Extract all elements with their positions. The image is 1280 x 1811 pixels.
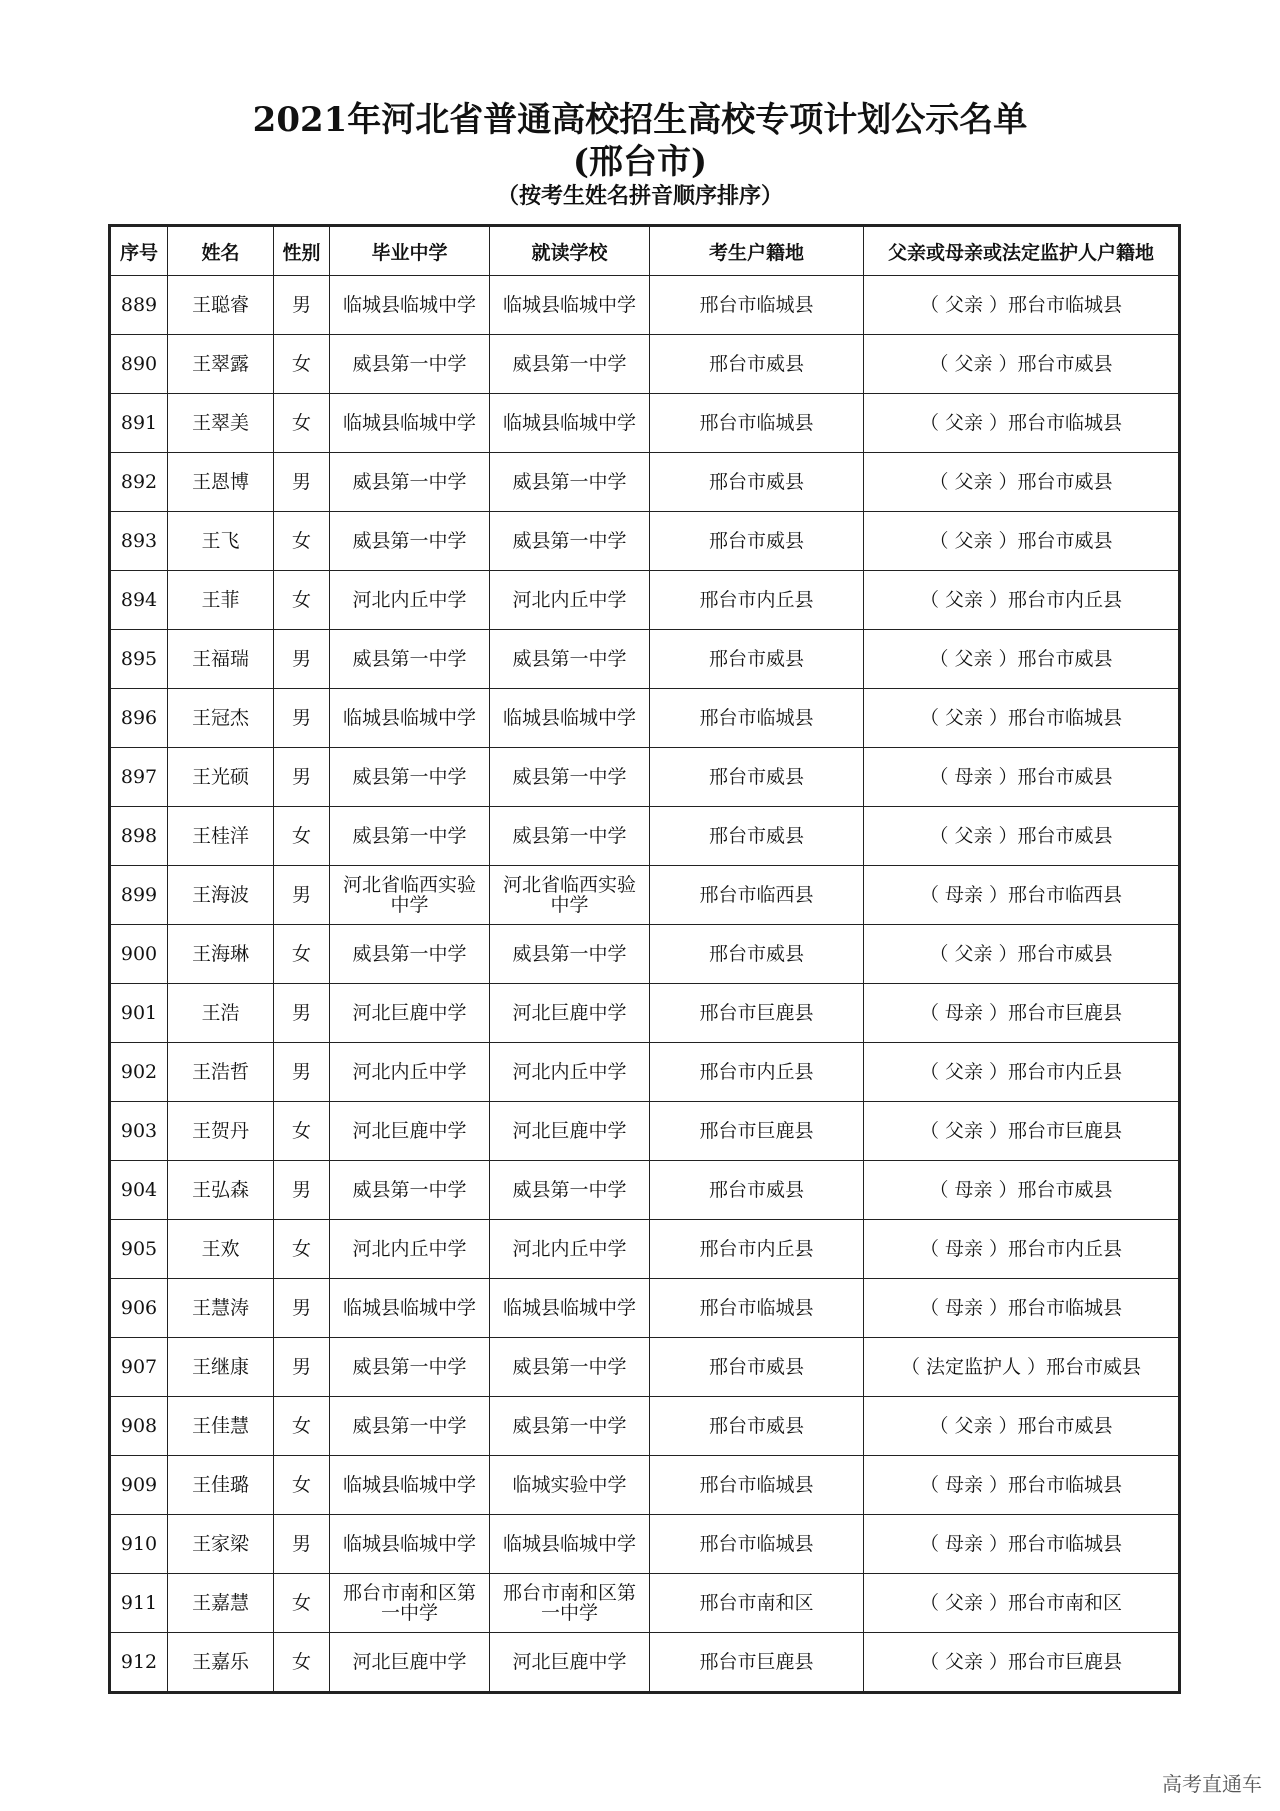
page-subtitle: (邢台市) [572,142,708,182]
cell-student-registration: 邢台市威县 [650,1338,864,1397]
page-title: 2021年河北省普通高校招生高校专项计划公示名单 [252,100,1028,140]
table-row [110,1043,1180,1102]
cell-graduated-school: 威县第一中学 [330,1338,490,1397]
cell-graduated-school: 河北内丘中学 [330,1043,490,1102]
cell-name: 王嘉乐 [168,1633,274,1693]
cell-graduated-school: 临城县临城中学 [330,1456,490,1515]
cell-current-school: 临城县临城中学 [490,394,650,453]
cell-name: 王嘉慧 [168,1574,274,1633]
cell-number: 909 [110,1456,168,1515]
table-row [110,748,1180,807]
cell-student-registration: 邢台市威县 [650,748,864,807]
cell-number: 906 [110,1279,168,1338]
cell-graduated-school: 临城县临城中学 [330,689,490,748]
cell-name: 王贺丹 [168,1102,274,1161]
cell-name: 王福瑞 [168,630,274,689]
cell-number: 896 [110,689,168,748]
cell-current-school: 临城县临城中学 [490,1515,650,1574]
cell-name: 王浩哲 [168,1043,274,1102]
cell-current-school: 威县第一中学 [490,512,650,571]
cell-gender: 男 [274,984,330,1043]
cell-graduated-school: 威县第一中学 [330,925,490,984]
cell-guardian-registration: （ 母亲 ）邢台市威县 [864,1161,1180,1220]
cell-gender: 男 [274,748,330,807]
cell-student-registration: 邢台市内丘县 [650,1220,864,1279]
cell-graduated-school: 河北巨鹿中学 [330,1102,490,1161]
cell-name: 王慧涛 [168,1279,274,1338]
cell-name: 王恩博 [168,453,274,512]
cell-guardian-registration: （ 父亲 ）邢台市内丘县 [864,571,1180,630]
table-row [110,512,1180,571]
table-row [110,1574,1180,1633]
table-row [110,571,1180,630]
cell-number: 905 [110,1220,168,1279]
table-row [110,1161,1180,1220]
cell-student-registration: 邢台市临城县 [650,1456,864,1515]
cell-name: 王桂洋 [168,807,274,866]
cell-guardian-registration: （ 母亲 ）邢台市临城县 [864,1515,1180,1574]
cell-number: 900 [110,925,168,984]
cell-graduated-school: 威县第一中学 [330,1161,490,1220]
table-row [110,984,1180,1043]
cell-number: 890 [110,335,168,394]
cell-current-school: 河北巨鹿中学 [490,1102,650,1161]
cell-current-school: 威县第一中学 [490,630,650,689]
cell-gender: 女 [274,571,330,630]
cell-number: 897 [110,748,168,807]
cell-current-school: 威县第一中学 [490,1161,650,1220]
cell-graduated-school: 河北省临西实验中学 [330,866,490,925]
cell-current-school: 威县第一中学 [490,1338,650,1397]
cell-graduated-school: 临城县临城中学 [330,276,490,335]
cell-number: 902 [110,1043,168,1102]
cell-student-registration: 邢台市威县 [650,1161,864,1220]
cell-gender: 女 [274,512,330,571]
cell-student-registration: 邢台市巨鹿县 [650,984,864,1043]
table-row [110,1338,1180,1397]
cell-name: 王弘森 [168,1161,274,1220]
cell-name: 王翠露 [168,335,274,394]
cell-graduated-school: 河北内丘中学 [330,1220,490,1279]
cell-current-school: 河北巨鹿中学 [490,1633,650,1693]
cell-guardian-registration: （ 父亲 ）邢台市临城县 [864,276,1180,335]
cell-gender: 男 [274,1161,330,1220]
header-cell-number: 序号 [110,226,168,276]
cell-graduated-school: 威县第一中学 [330,630,490,689]
cell-student-registration: 邢台市威县 [650,807,864,866]
cell-student-registration: 邢台市临城县 [650,1279,864,1338]
cell-current-school: 临城县临城中学 [490,276,650,335]
cell-current-school: 威县第一中学 [490,335,650,394]
table-row [110,1220,1180,1279]
cell-graduated-school: 临城县临城中学 [330,1515,490,1574]
cell-graduated-school: 威县第一中学 [330,1397,490,1456]
cell-graduated-school: 威县第一中学 [330,453,490,512]
cell-graduated-school: 河北巨鹿中学 [330,1633,490,1693]
cell-number: 911 [110,1574,168,1633]
cell-gender: 女 [274,1456,330,1515]
cell-number: 894 [110,571,168,630]
cell-number: 910 [110,1515,168,1574]
table-row [110,807,1180,866]
cell-graduated-school: 河北内丘中学 [330,571,490,630]
cell-current-school: 威县第一中学 [490,925,650,984]
cell-name: 王佳慧 [168,1397,274,1456]
table-row [110,630,1180,689]
roster-table [108,224,1181,1694]
cell-number: 907 [110,1338,168,1397]
cell-current-school: 河北省临西实验中学 [490,866,650,925]
cell-student-registration: 邢台市临城县 [650,689,864,748]
header-cell-graduated-school: 毕业中学 [330,226,490,276]
cell-student-registration: 邢台市临西县 [650,866,864,925]
cell-name: 王海琳 [168,925,274,984]
table-header-row [110,226,1180,276]
cell-number: 899 [110,866,168,925]
cell-gender: 男 [274,1515,330,1574]
cell-guardian-registration: （ 父亲 ）邢台市威县 [864,925,1180,984]
header-cell-student-registration: 考生户籍地 [650,226,864,276]
cell-gender: 女 [274,807,330,866]
cell-name: 王海波 [168,866,274,925]
header-cell-name: 姓名 [168,226,274,276]
cell-student-registration: 邢台市威县 [650,1397,864,1456]
cell-guardian-registration: （ 父亲 ）邢台市巨鹿县 [864,1633,1180,1693]
table-body [110,276,1180,1693]
header-cell-current-school: 就读学校 [490,226,650,276]
cell-number: 892 [110,453,168,512]
cell-graduated-school: 威县第一中学 [330,807,490,866]
watermark-text: 高考直通车 [1162,1772,1262,1796]
cell-number: 904 [110,1161,168,1220]
sort-note: （按考生姓名拼音顺序排序） [496,183,783,209]
table-row [110,866,1180,925]
table-row [110,1515,1180,1574]
cell-guardian-registration: （ 父亲 ）邢台市威县 [864,335,1180,394]
cell-graduated-school: 威县第一中学 [330,512,490,571]
cell-student-registration: 邢台市巨鹿县 [650,1102,864,1161]
cell-current-school: 威县第一中学 [490,748,650,807]
table-row [110,1633,1180,1693]
cell-guardian-registration: （ 母亲 ）邢台市临城县 [864,1456,1180,1515]
cell-guardian-registration: （ 母亲 ）邢台市内丘县 [864,1220,1180,1279]
cell-gender: 男 [274,1279,330,1338]
cell-gender: 女 [274,925,330,984]
cell-current-school: 威县第一中学 [490,1397,650,1456]
cell-guardian-registration: （ 父亲 ）邢台市巨鹿县 [864,1102,1180,1161]
cell-guardian-registration: （ 母亲 ）邢台市临城县 [864,1279,1180,1338]
cell-current-school: 河北内丘中学 [490,1043,650,1102]
cell-gender: 女 [274,1220,330,1279]
cell-number: 891 [110,394,168,453]
cell-guardian-registration: （ 父亲 ）邢台市威县 [864,630,1180,689]
cell-gender: 男 [274,1338,330,1397]
cell-number: 903 [110,1102,168,1161]
cell-current-school: 河北内丘中学 [490,1220,650,1279]
cell-student-registration: 邢台市威县 [650,453,864,512]
table-row [110,335,1180,394]
cell-guardian-registration: （ 母亲 ）邢台市临西县 [864,866,1180,925]
cell-graduated-school: 邢台市南和区第一中学 [330,1574,490,1633]
cell-gender: 女 [274,1633,330,1693]
cell-name: 王飞 [168,512,274,571]
cell-gender: 男 [274,630,330,689]
cell-guardian-registration: （ 父亲 ）邢台市南和区 [864,1574,1180,1633]
cell-guardian-registration: （ 父亲 ）邢台市威县 [864,1397,1180,1456]
table-row [110,1102,1180,1161]
cell-number: 908 [110,1397,168,1456]
cell-student-registration: 邢台市威县 [650,512,864,571]
cell-current-school: 威县第一中学 [490,453,650,512]
cell-graduated-school: 临城县临城中学 [330,1279,490,1338]
table-row [110,1456,1180,1515]
table-row [110,1279,1180,1338]
cell-current-school: 邢台市南和区第一中学 [490,1574,650,1633]
cell-student-registration: 邢台市临城县 [650,1515,864,1574]
cell-student-registration: 邢台市威县 [650,335,864,394]
cell-name: 王光硕 [168,748,274,807]
cell-guardian-registration: （ 父亲 ）邢台市临城县 [864,394,1180,453]
cell-student-registration: 邢台市临城县 [650,276,864,335]
table-row [110,689,1180,748]
cell-number: 912 [110,1633,168,1693]
cell-name: 王冠杰 [168,689,274,748]
cell-name: 王菲 [168,571,274,630]
cell-name: 王继康 [168,1338,274,1397]
table-row [110,453,1180,512]
table-row [110,925,1180,984]
cell-guardian-registration: （ 法定监护人 ）邢台市威县 [864,1338,1180,1397]
cell-current-school: 临城县临城中学 [490,689,650,748]
cell-gender: 男 [274,689,330,748]
header-cell-guardian-registration: 父亲或母亲或法定监护人户籍地 [864,226,1180,276]
cell-guardian-registration: （ 父亲 ）邢台市威县 [864,512,1180,571]
cell-graduated-school: 威县第一中学 [330,748,490,807]
cell-student-registration: 邢台市巨鹿县 [650,1633,864,1693]
cell-guardian-registration: （ 父亲 ）邢台市威县 [864,807,1180,866]
cell-current-school: 威县第一中学 [490,807,650,866]
cell-current-school: 河北内丘中学 [490,571,650,630]
table-row [110,1397,1180,1456]
cell-graduated-school: 临城县临城中学 [330,394,490,453]
cell-student-registration: 邢台市临城县 [650,394,864,453]
cell-student-registration: 邢台市内丘县 [650,1043,864,1102]
cell-gender: 男 [274,1043,330,1102]
cell-name: 王浩 [168,984,274,1043]
cell-gender: 女 [274,1397,330,1456]
cell-number: 889 [110,276,168,335]
table-row [110,394,1180,453]
cell-gender: 男 [274,276,330,335]
cell-guardian-registration: （ 母亲 ）邢台市巨鹿县 [864,984,1180,1043]
cell-name: 王翠美 [168,394,274,453]
cell-name: 王聪睿 [168,276,274,335]
header-cell-gender: 性别 [274,226,330,276]
cell-guardian-registration: （ 父亲 ）邢台市内丘县 [864,1043,1180,1102]
cell-student-registration: 邢台市威县 [650,630,864,689]
cell-student-registration: 邢台市威县 [650,925,864,984]
cell-number: 901 [110,984,168,1043]
cell-guardian-registration: （ 父亲 ）邢台市威县 [864,453,1180,512]
cell-gender: 女 [274,335,330,394]
cell-number: 893 [110,512,168,571]
cell-name: 王佳璐 [168,1456,274,1515]
cell-gender: 女 [274,394,330,453]
cell-guardian-registration: （ 母亲 ）邢台市威县 [864,748,1180,807]
cell-student-registration: 邢台市南和区 [650,1574,864,1633]
cell-gender: 男 [274,866,330,925]
cell-guardian-registration: （ 父亲 ）邢台市临城县 [864,689,1180,748]
cell-name: 王家梁 [168,1515,274,1574]
table-row [110,276,1180,335]
cell-name: 王欢 [168,1220,274,1279]
cell-current-school: 临城实验中学 [490,1456,650,1515]
cell-gender: 女 [274,1102,330,1161]
cell-current-school: 临城县临城中学 [490,1279,650,1338]
cell-number: 898 [110,807,168,866]
cell-student-registration: 邢台市内丘县 [650,571,864,630]
cell-number: 895 [110,630,168,689]
cell-graduated-school: 威县第一中学 [330,335,490,394]
cell-current-school: 河北巨鹿中学 [490,984,650,1043]
cell-gender: 女 [274,1574,330,1633]
cell-gender: 男 [274,453,330,512]
cell-graduated-school: 河北巨鹿中学 [330,984,490,1043]
